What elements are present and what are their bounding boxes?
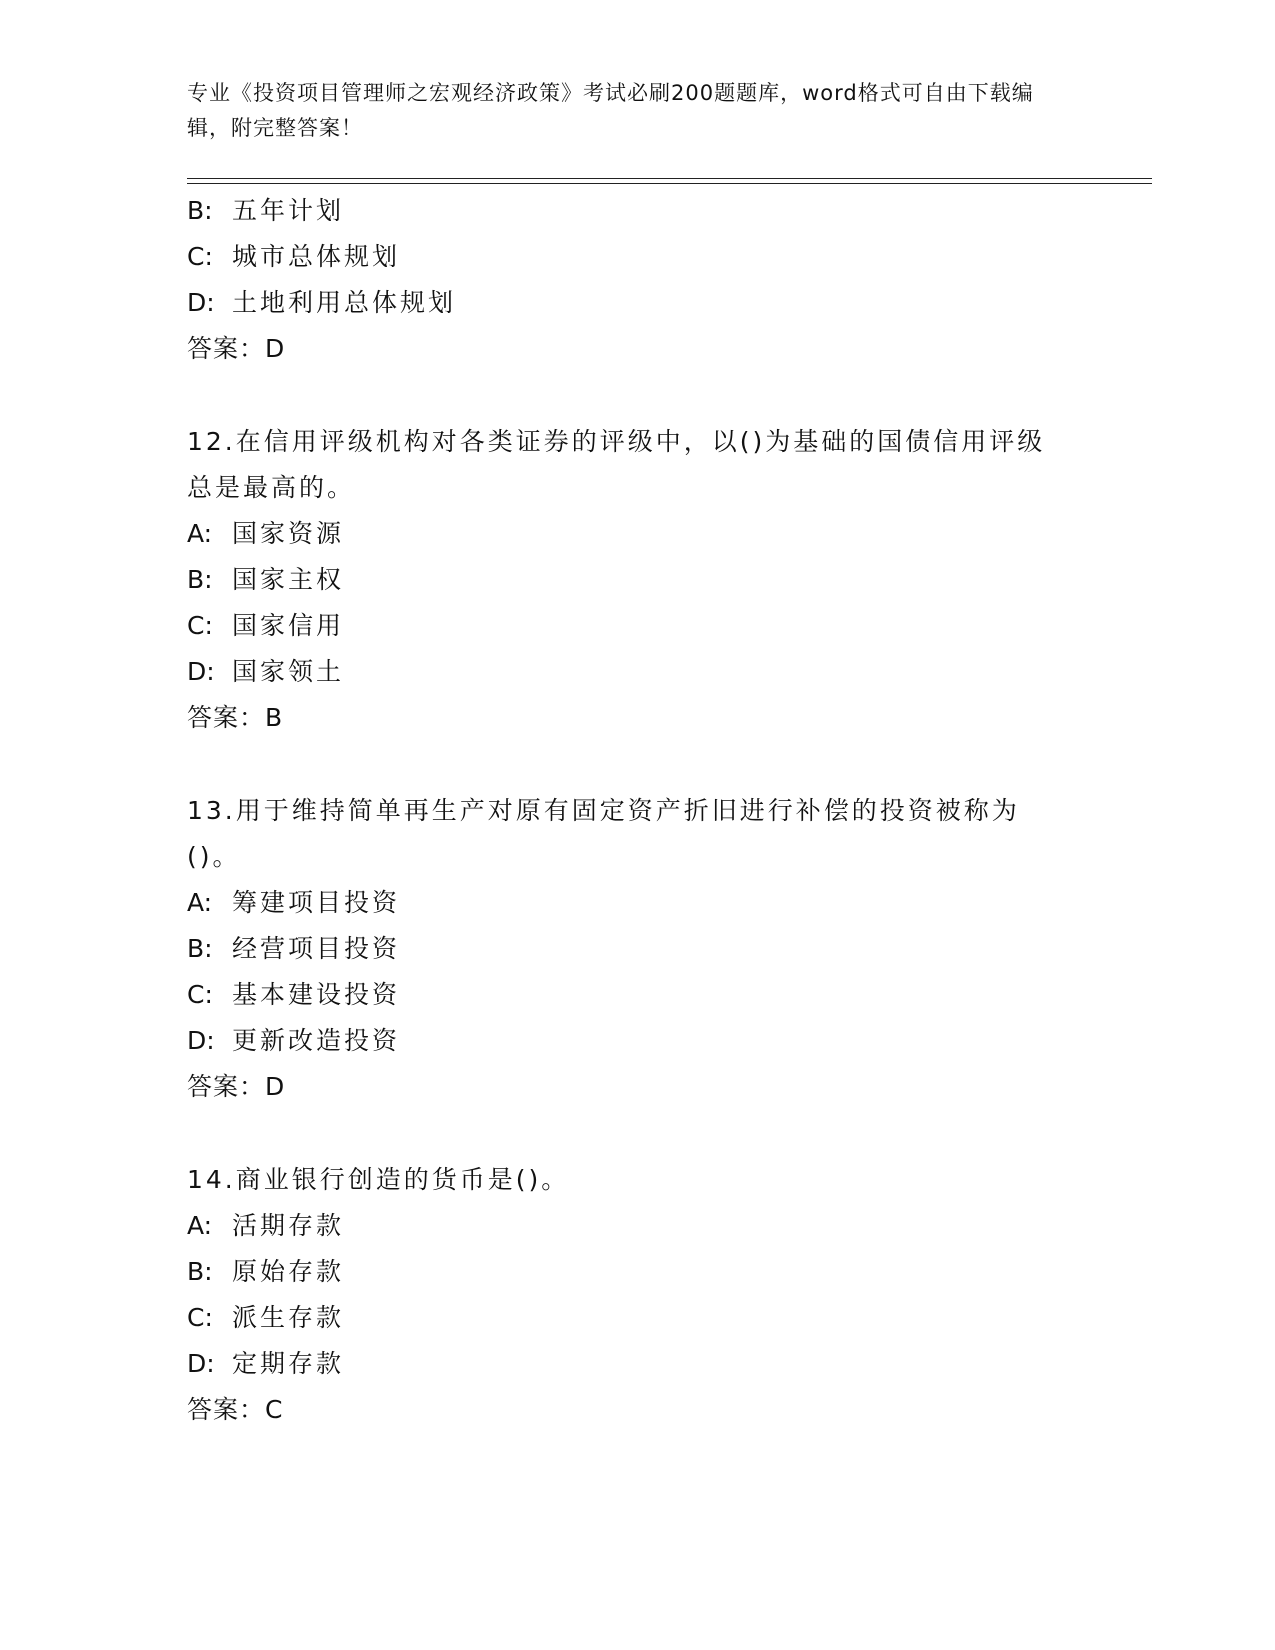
answer-line: 答案：D (187, 334, 286, 363)
question-13 (187, 788, 1087, 1110)
option-b: B: 原始存款 (187, 1257, 345, 1286)
header-divider-bottom (187, 183, 1152, 184)
option-d: D: 土地利用总体规划 (187, 288, 457, 317)
answer-line: 答案：D (187, 1072, 286, 1101)
option-a: A: 筹建项目投资 (187, 888, 401, 917)
option-c: C: 基本建设投资 (187, 980, 401, 1009)
option-c: C: 国家信用 (187, 611, 345, 640)
document-header: 专业《投资项目管理师之宏观经济政策》考试必刷200题题库，word格式可自由下载编辑，附完整答案！ (187, 81, 1034, 140)
option-d: D: 国家领土 (187, 657, 345, 686)
option-c: C: 派生存款 (187, 1303, 345, 1332)
option-a: A: 活期存款 (187, 1211, 345, 1240)
option-d: D: 更新改造投资 (187, 1026, 401, 1055)
option-d: D: 定期存款 (187, 1349, 345, 1378)
question-14 (187, 1157, 1087, 1433)
answer-line: 答案：B (187, 703, 284, 732)
question-stem: 14.商业银行创造的货币是()。 (187, 1165, 570, 1194)
option-b: B: 国家主权 (187, 565, 345, 594)
previous-question-tail (187, 188, 1087, 372)
answer-line: 答案：C (187, 1395, 284, 1424)
option-a: A: 国家资源 (187, 519, 345, 548)
header-divider-top (187, 178, 1152, 179)
option-b: B: 经营项目投资 (187, 934, 401, 963)
question-stem: 12.在信用评级机构对各类证券的评级中，以()为基础的国债信用评级总是最高的。 (187, 427, 1046, 502)
option-b: B: 五年计划 (187, 196, 345, 225)
question-list (187, 188, 1087, 1433)
option-c: C: 城市总体规划 (187, 242, 401, 271)
question-12 (187, 419, 1087, 741)
question-stem: 13.用于维持简单再生产对原有固定资产折旧进行补偿的投资被称为()。 (187, 796, 1020, 871)
